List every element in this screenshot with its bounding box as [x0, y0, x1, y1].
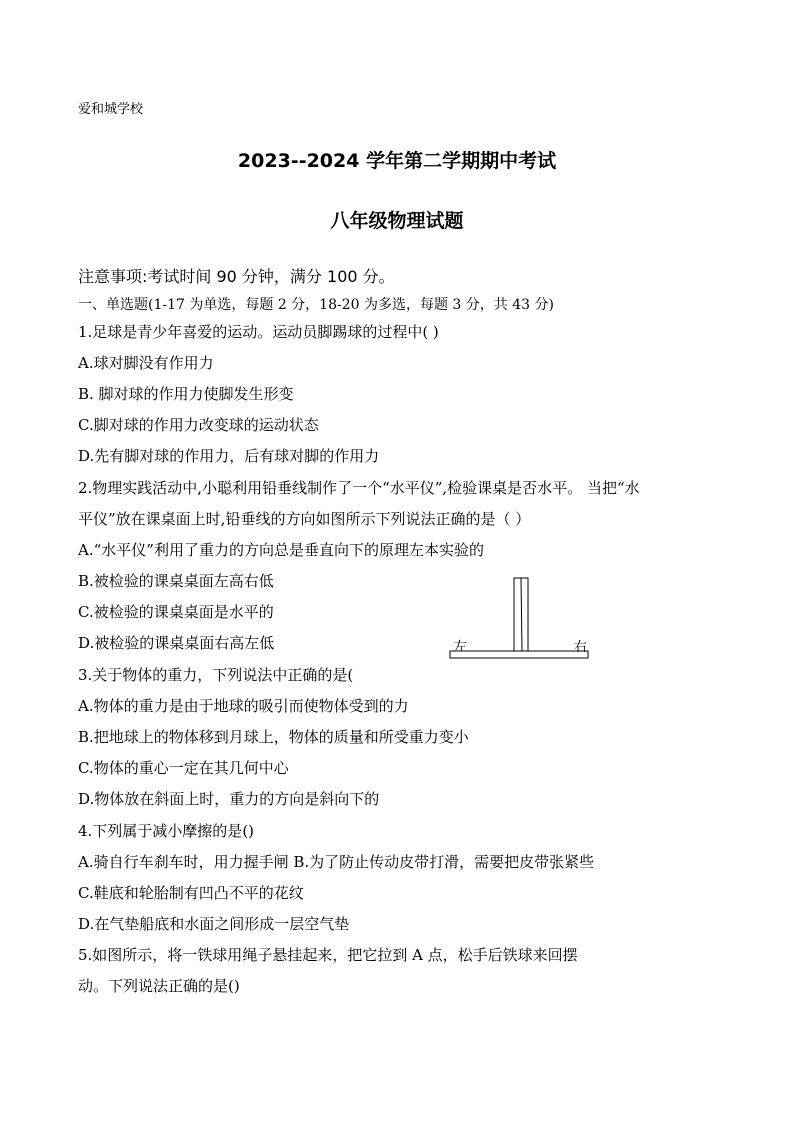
q2-option-a: A.“水平仪”利用了重力的方向总是垂直向下的原理左本实验的 — [78, 541, 484, 559]
q4-option-ab: A.骑自行车刹车时，用力握手闸 B.为了防止传动皮带打滑，需要把皮带张紧些 — [78, 853, 595, 871]
exam-title: 2023--2024 学年第二学期期中考试 — [237, 150, 557, 172]
q2-option-d: D.被检验的课桌桌面右高左低 — [78, 634, 275, 652]
level-figure — [446, 574, 596, 670]
label-right: 右 — [574, 640, 588, 655]
q2-option-b: B.被检验的课桌桌面左高右低 — [78, 572, 274, 590]
q2-stem-line2: 平仪”放在课桌面上时,铅垂线的方向如图所示下列说法正确的是（ ） — [78, 510, 531, 528]
q4-stem: 4.下列属于减小摩擦的是() — [78, 822, 255, 840]
q1-option-d: D.先有脚对球的作用力，后有球对脚的作用力 — [78, 447, 380, 465]
section-heading: 一、单选题(1-17 为单选，每题 2 分，18-20 为多选，每题 3 分，共 43 分) — [78, 297, 554, 313]
q1-option-b: B. 脚对球的作用力使脚发生形变 — [78, 385, 294, 403]
q1-stem: 1.足球是青少年喜爱的运动。运动员脚踢球的过程中( ) — [78, 323, 439, 341]
level-diagram — [446, 574, 596, 670]
q1-option-c: C.脚对球的作用力改变球的运动状态 — [78, 416, 319, 434]
school-name: 爱和城学校 — [78, 102, 144, 117]
exam-subtitle: 八年级物理试题 — [330, 210, 464, 232]
q3-stem: 3.关于物体的重力，下列说法中正确的是( — [78, 666, 354, 684]
q3-option-d: D.物体放在斜面上时，重力的方向是斜向下的 — [78, 790, 380, 808]
q4-option-c: C.鞋底和轮胎制有凹凸不平的花纹 — [78, 884, 304, 902]
q5-stem-line1: 5.如图所示，将一铁球用绳子悬挂起来，把它拉到 A 点，松手后铁球来回摆 — [78, 946, 578, 964]
q1-option-a: A.球对脚没有作用力 — [78, 354, 214, 372]
q2-option-c: C.被检验的课桌桌面是水平的 — [78, 603, 274, 621]
label-left: 左 — [454, 640, 468, 655]
q4-option-d: D.在气垫船底和水面之间形成一层空气垫 — [78, 915, 350, 933]
desk-surface — [450, 651, 588, 658]
q3-option-a: A.物体的重力是由于地球的吸引而使物体受到的力 — [78, 697, 409, 715]
q3-option-b: B.把地球上的物体移到月球上，物体的质量和所受重力变小 — [78, 728, 469, 746]
q5-stem-line2: 动。下列说法正确的是() — [78, 977, 240, 995]
q2-stem-line1: 2.物理实践活动中,小聪利用铅垂线制作了一个“水平仪”,检验课桌是否水平。 当把“水 — [78, 479, 640, 497]
notice: 注意事项:考试时间 90 分钟，满分 100 分。 — [78, 267, 395, 286]
plumb-line — [521, 578, 522, 651]
q3-option-c: C.物体的重心一定在其几何中心 — [78, 759, 289, 777]
